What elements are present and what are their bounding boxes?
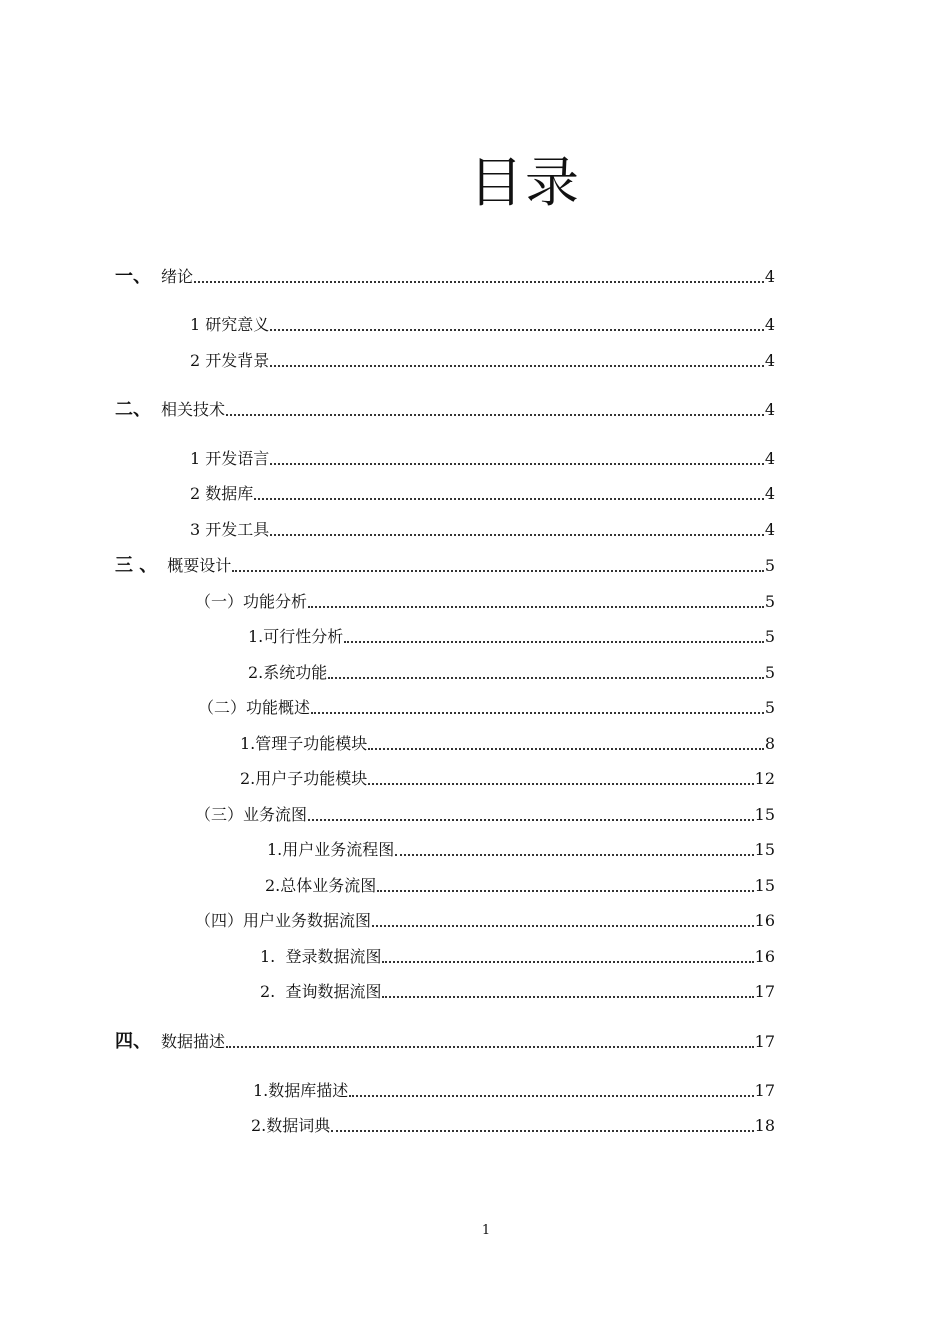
toc-page-number: 8	[764, 734, 775, 753]
dot-leader	[382, 996, 753, 998]
dot-leader	[308, 606, 764, 608]
dot-leader	[372, 925, 754, 927]
dot-leader	[395, 854, 753, 856]
toc-entry-title: 2.总体业务流图	[265, 876, 377, 895]
dot-leader	[270, 534, 764, 536]
toc-section-number: 二、	[115, 399, 151, 420]
toc-entry-title: （一）功能分析	[195, 592, 308, 611]
dot-leader	[344, 641, 764, 643]
toc-entry-system-functions[interactable]	[0, 659, 775, 683]
page-number: 1	[481, 1223, 491, 1238]
toc-page-number: 5	[764, 698, 775, 717]
toc-page-number: 18	[754, 1116, 775, 1135]
toc-entry-function-analysis[interactable]	[0, 588, 775, 612]
toc-entry-overall-business-flow[interactable]	[0, 872, 775, 896]
toc-entry-title: 1 研究意义	[190, 315, 270, 334]
toc-page-number: 5	[764, 663, 775, 682]
toc-entry-login-data-flow[interactable]	[0, 943, 775, 967]
toc-page-number: 17	[754, 1032, 775, 1051]
toc-entry-user-data-flow[interactable]	[0, 907, 775, 931]
dot-leader	[232, 570, 764, 572]
toc-entry-title: （四）用户业务数据流图	[195, 911, 372, 930]
dot-leader	[270, 365, 764, 367]
dot-leader	[368, 748, 764, 750]
toc-entry-title: 相关技术	[161, 400, 226, 419]
dot-leader	[349, 1095, 753, 1097]
toc-entry-user-module[interactable]	[0, 765, 775, 789]
toc-page-number: 5	[764, 556, 775, 575]
toc-entry-data-dictionary[interactable]	[0, 1112, 775, 1136]
toc-page-number: 4	[764, 484, 775, 503]
dot-leader	[194, 281, 764, 283]
toc-entry-research-significance[interactable]	[0, 311, 775, 335]
toc-entry-business-flow[interactable]	[0, 801, 775, 825]
toc-entry-user-business-flowchart[interactable]	[0, 836, 775, 860]
dot-leader	[311, 712, 764, 714]
toc-entry-title: 2.用户子功能模块	[240, 769, 368, 788]
toc-entry-title: 2. 查询数据流图	[260, 982, 382, 1001]
toc-page-number: 4	[764, 400, 775, 419]
toc-entry-title: 1. 登录数据流图	[260, 947, 382, 966]
toc-entry-title: 3 开发工具	[190, 520, 270, 539]
toc-page-number: 12	[754, 769, 775, 788]
toc-section-number: 四、	[115, 1031, 151, 1052]
toc-entry-title: 数据描述	[161, 1032, 226, 1051]
toc-section-number: 一、	[115, 266, 151, 287]
toc-entry-title: 概要设计	[167, 556, 232, 575]
toc-page-number: 15	[754, 840, 775, 859]
toc-entry-function-overview[interactable]	[0, 694, 775, 718]
toc-entry-title: 2.数据词典	[251, 1116, 331, 1135]
toc-page-number: 4	[764, 351, 775, 370]
toc-entry-database-description[interactable]	[0, 1077, 775, 1101]
toc-entry-introduction[interactable]	[0, 263, 775, 287]
toc-page-number: 4	[764, 449, 775, 468]
toc-entry-title: 1.用户业务流程图	[267, 840, 395, 859]
dot-leader	[368, 783, 753, 785]
toc-entry-title: 2 开发背景	[190, 351, 270, 370]
toc-entry-development-tools[interactable]	[0, 516, 775, 540]
toc-entry-title: 1.可行性分析	[248, 627, 344, 646]
toc-entry-title: 2 数据库	[190, 484, 254, 503]
toc-entry-title: 1.数据库描述	[253, 1081, 349, 1100]
dot-leader	[331, 1130, 753, 1132]
toc-page-number: 4	[764, 520, 775, 539]
toc-entry-title: （三）业务流图	[195, 805, 308, 824]
dot-leader	[270, 329, 764, 331]
dot-leader	[308, 819, 754, 821]
dot-leader	[328, 677, 764, 679]
toc-page-number: 15	[754, 876, 775, 895]
toc-page-number: 17	[754, 982, 775, 1001]
dot-leader	[382, 961, 753, 963]
toc-page-number: 16	[754, 911, 775, 930]
toc-page-number: 5	[764, 592, 775, 611]
toc-page-number: 4	[764, 267, 775, 286]
toc-entry-query-data-flow[interactable]	[0, 978, 775, 1002]
toc-entry-title: 1.管理子功能模块	[240, 734, 368, 753]
toc-page-number: 17	[754, 1081, 775, 1100]
toc-page-number: 5	[764, 627, 775, 646]
toc-page-number: 4	[764, 315, 775, 334]
toc-entry-feasibility-analysis[interactable]	[0, 623, 775, 647]
toc-entry-title: （二）功能概述	[198, 698, 311, 717]
toc-entry-related-technologies[interactable]	[0, 396, 775, 420]
dot-leader	[270, 463, 764, 465]
toc-entry-title: 2.系统功能	[248, 663, 328, 682]
dot-leader	[226, 414, 764, 416]
page-title: 目录	[469, 151, 581, 214]
dot-leader	[226, 1046, 754, 1048]
toc-page-number: 15	[754, 805, 775, 824]
toc-entry-data-description[interactable]	[0, 1028, 775, 1052]
dot-leader	[377, 890, 753, 892]
toc-entry-development-language[interactable]	[0, 445, 775, 469]
toc-entry-admin-module[interactable]	[0, 730, 775, 754]
toc-entry-title: 绪论	[161, 267, 194, 286]
toc-page-number: 16	[754, 947, 775, 966]
dot-leader	[254, 498, 764, 500]
toc-entry-database[interactable]	[0, 480, 775, 504]
toc-section-number: 三 、	[115, 555, 158, 576]
toc-entry-development-background[interactable]	[0, 347, 775, 371]
toc-entry-title: 1 开发语言	[190, 449, 270, 468]
toc-entry-outline-design[interactable]	[0, 552, 775, 576]
